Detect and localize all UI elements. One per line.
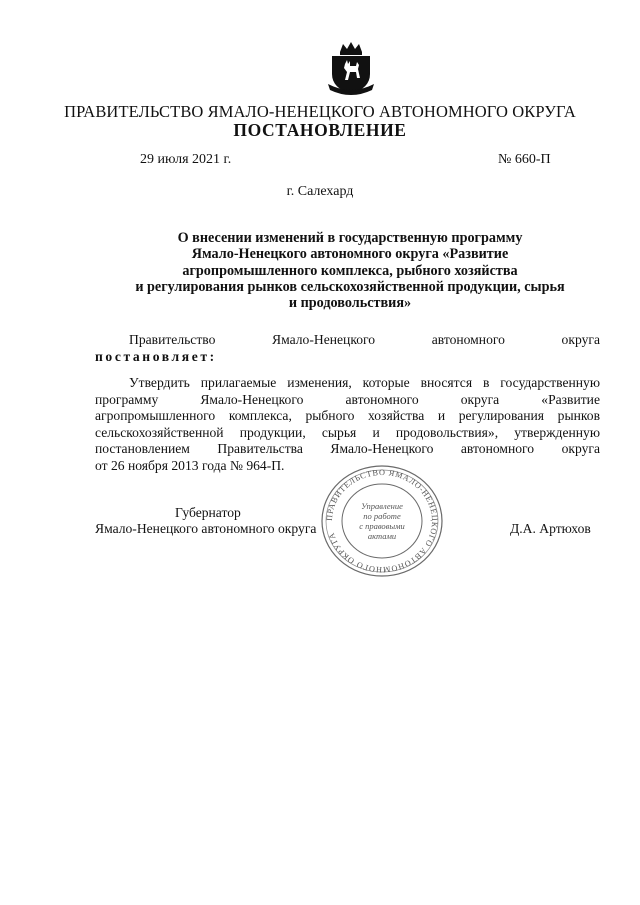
body-line: от 26 ноября 2013 года № 964-П.: [95, 457, 285, 473]
document-number: № 660-П: [498, 152, 551, 167]
preamble-word: Правительство: [129, 332, 216, 347]
official-stamp: [318, 462, 446, 580]
body-line: Утвердить прилагаемые изменения, которые вносятся в государственную: [129, 375, 600, 390]
stamp-center-line: с правовыми: [359, 521, 405, 531]
signatory-position: Губернатор: [175, 505, 241, 520]
government-name: ПРАВИТЕЛЬСТВО ЯМАЛО-НЕНЕЦКОГО АВТОНОМНОГО ОКРУГА: [64, 102, 576, 121]
body-line: агропромышленного комплекса, рыбного хозяйства и регулирования рынков: [95, 408, 600, 423]
stamp-outer-text: ПРАВИТЕЛЬСТВО ЯМАЛО-НЕНЕЦКОГО АВТОНОМНОГО ОКРУГА: [324, 467, 440, 575]
preamble-word: автономного: [431, 332, 505, 347]
title-line: агропромышленного комплекса, рыбного хозяйства: [182, 262, 518, 279]
title-line: Ямало-Ненецкого автономного округа «Развитие: [191, 246, 509, 263]
body-line: программу Ямало-Ненецкого автономного округа «Развитие: [95, 391, 600, 407]
title-line: и регулирования рынков сельскохозяйственной продукции, сырья: [135, 278, 565, 295]
decree-word: постановляет:: [95, 348, 217, 364]
body-line: постановлением Правительства Ямало-Ненецкого автономного округа: [95, 441, 600, 456]
preamble-word: округа: [561, 332, 600, 347]
document-kind: ПОСТАНОВЛЕНИЕ: [233, 120, 407, 140]
stamp-center-line: актами: [367, 531, 397, 541]
document-city: г. Салехард: [286, 184, 354, 199]
document-date: 29 июля 2021 г.: [140, 152, 232, 167]
signatory-name: Д.А. Артюхов: [510, 521, 591, 536]
body-paragraph: [95, 375, 600, 474]
document-title: [100, 230, 600, 311]
title-line: и продовольствия»: [288, 295, 412, 312]
stamp-center-line: по работе: [363, 511, 401, 521]
coat-of-arms-icon: [326, 40, 376, 96]
title-line: О внесении изменений в государственную программу: [177, 230, 523, 246]
preamble: [95, 332, 600, 365]
preamble-word: Ямало-Ненецкого: [272, 332, 376, 347]
stamp-center-line: Управление: [361, 501, 403, 511]
body-line: сельскохозяйственной продукции, сырья и продовольствия», утвержденную: [95, 424, 600, 440]
signatory-region: Ямало-Ненецкого автономного округа: [95, 521, 317, 536]
